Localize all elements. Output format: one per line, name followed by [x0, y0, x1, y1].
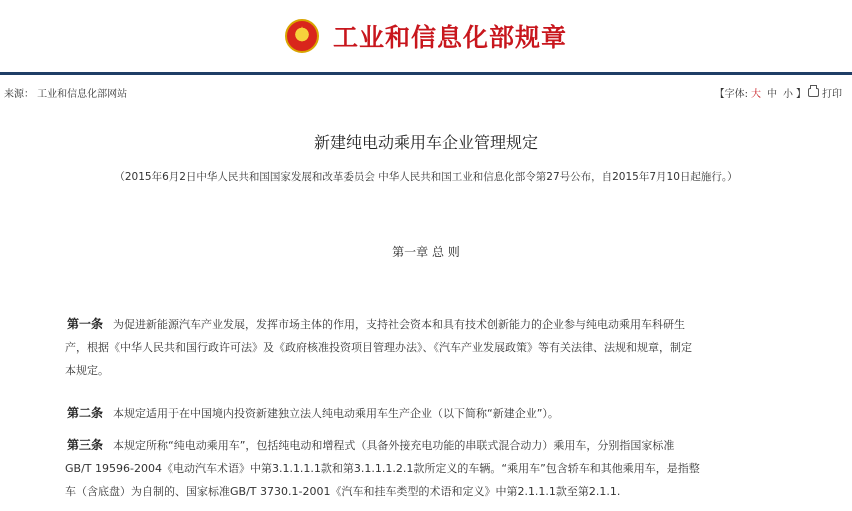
document-title: 新建纯电动乘用车企业管理规定 [313, 133, 538, 152]
article-text-line: 本规定。 [65, 364, 109, 377]
article-text-line: 本规定所称“纯电动乘用车”，包括纯电动和增程式（具备外接充电功能的串联式混合动力）乘用车，分别指国家标准 [113, 439, 675, 452]
article-label: 第三条 [67, 438, 104, 452]
site-title: 工业和信息化部规章 [332, 23, 567, 52]
print-link[interactable]: 打印 [822, 89, 842, 100]
meta-bar [0, 85, 852, 101]
bracket-close: 】 [796, 89, 806, 100]
article-3 [67, 434, 802, 503]
article-label: 第一条 [67, 317, 104, 331]
font-label: 【字体: [714, 89, 748, 100]
site-header [0, 0, 852, 72]
printer-icon[interactable] [808, 88, 819, 97]
article-1 [67, 313, 802, 382]
document-note: （2015年6月2日中华人民共和国国家发展和改革委员会 中华人民共和国工业和信息化部令第27号公布，自2015年7月10日起施行。） [114, 171, 738, 183]
article-label: 第二条 [67, 406, 104, 420]
font-size-controls [715, 85, 842, 100]
font-size-small-link[interactable]: 小 [783, 89, 793, 100]
article-text-line: GB/T 19596-2004《电动汽车术语》中第3.1.1.1.1款和第3.1.1.1.2.1款所定义的车辆。“乘用车”包含轿车和其他乘用车，是指整 [65, 462, 700, 475]
article-text-line: 车（含底盘）为自制的、国家标准GB/T 3730.1-2001《汽车和挂车类型的术语和定义》中第2.1.1.1款至第2.1.1. [65, 485, 621, 498]
article-text-line: 本规定适用于在中国境内投资新建独立法人纯电动乘用车生产企业（以下简称“新建企业”）。 [113, 407, 559, 420]
source-text: 来源： 工业和信息化部网站 [4, 89, 128, 100]
font-size-medium-link[interactable]: 中 [767, 89, 777, 100]
chapter-heading: 第一章 总 则 [392, 245, 460, 259]
article-2 [67, 402, 802, 425]
font-size-large-link[interactable]: 大 [751, 89, 761, 100]
article-text-line: 为促进新能源汽车产业发展，发挥市场主体的作用，支持社会资本和具有技术创新能力的企业参与纯电动乘用车科研生 [113, 318, 686, 331]
header-divider [0, 72, 852, 75]
national-emblem-icon [285, 19, 319, 53]
article-text-line: 产，根据《中华人民共和国行政许可法》及《政府核准投资项目管理办法》、《汽车产业发展政策》等有关法律、法规和规章，制定 [65, 341, 692, 354]
